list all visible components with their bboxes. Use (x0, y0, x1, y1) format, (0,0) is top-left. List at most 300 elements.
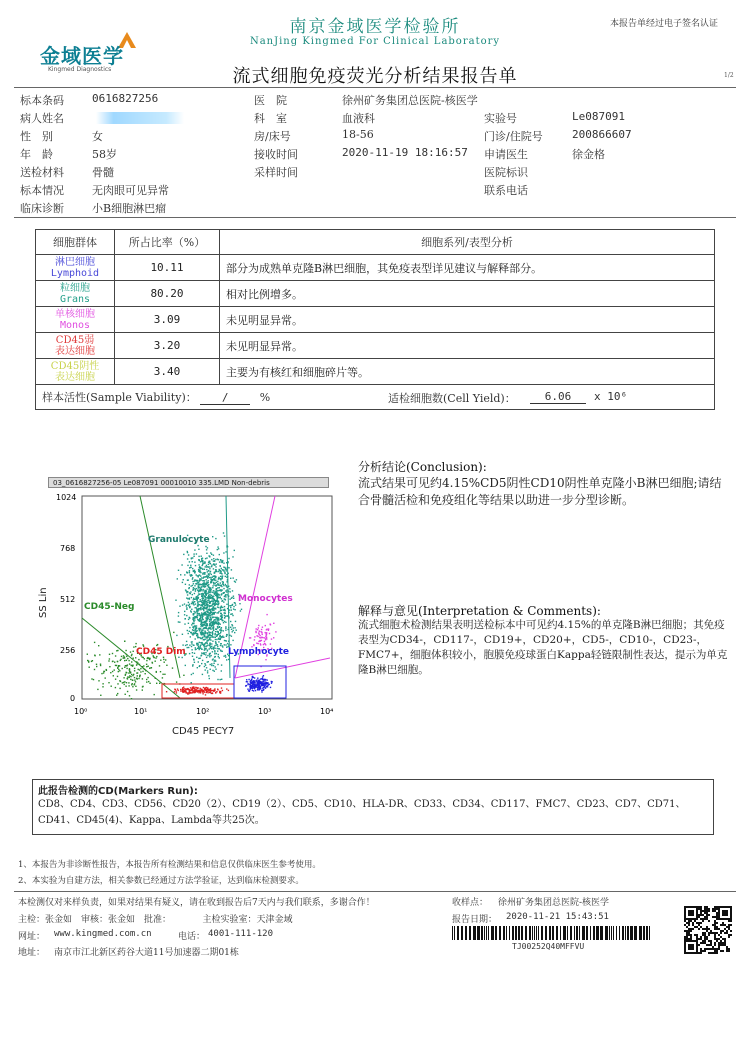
event-dot (186, 604, 187, 605)
event-dot (195, 692, 196, 693)
event-dot (191, 643, 192, 644)
event-dot (129, 675, 130, 676)
event-dot (111, 686, 112, 687)
qr-module (720, 924, 722, 926)
qr-module (716, 950, 718, 952)
event-dot (117, 683, 118, 684)
event-dot (207, 688, 208, 689)
event-dot (189, 653, 190, 654)
event-dot (192, 585, 193, 586)
qr-module (700, 910, 702, 912)
event-dot (189, 689, 190, 690)
event-dot (199, 578, 200, 579)
event-dot (208, 570, 209, 571)
event-dot (155, 657, 156, 658)
event-dot (118, 671, 119, 672)
event-dot (210, 619, 211, 620)
event-dot (199, 584, 200, 585)
event-dot (258, 627, 259, 628)
event-dot (186, 597, 187, 598)
event-dot (176, 692, 177, 693)
event-dot (97, 689, 98, 690)
qr-module (708, 908, 710, 910)
x-tick: 10⁰ (74, 707, 88, 716)
event-dot (208, 661, 209, 662)
conclusion-title: 分析结论(Conclusion): (358, 460, 487, 474)
event-dot (194, 593, 195, 594)
event-dot (183, 579, 184, 580)
qr-module (706, 926, 708, 928)
event-dot (224, 599, 225, 600)
event-dot (200, 608, 201, 609)
event-dot (213, 636, 214, 637)
event-dot (127, 658, 128, 659)
barcode-bar (574, 926, 575, 940)
event-dot (193, 659, 194, 660)
event-dot (226, 634, 227, 635)
event-dot (195, 597, 196, 598)
event-dot (225, 628, 226, 629)
event-dot (179, 606, 180, 607)
event-dot (120, 660, 121, 661)
event-dot (189, 570, 190, 571)
qr-module (720, 942, 722, 944)
phone-footer-value: 4001-111-120 (208, 929, 274, 939)
note-line: 2、本实验为自建方法，相关参数已经通过方法学验证，达到临床检测要求。 (18, 876, 304, 886)
qr-module (704, 906, 706, 908)
event-dot (226, 640, 227, 641)
event-dot (207, 614, 208, 615)
qr-module (718, 938, 720, 940)
qr-module (722, 950, 724, 952)
event-dot (209, 645, 210, 646)
event-dot (189, 598, 190, 599)
event-dot (205, 546, 206, 547)
qr-module (716, 906, 718, 908)
event-dot (266, 629, 267, 630)
event-dot (91, 678, 92, 679)
qr-module (724, 924, 726, 926)
event-dot (191, 624, 192, 625)
qr-module (728, 934, 730, 936)
event-dot (100, 695, 101, 696)
event-dot (220, 585, 221, 586)
event-dot (123, 677, 124, 678)
qr-module (714, 938, 716, 940)
event-dot (189, 606, 190, 607)
event-dot (254, 686, 255, 687)
pct-cell: 3.09 (115, 307, 220, 333)
event-dot (197, 582, 198, 583)
event-dot (160, 671, 161, 672)
event-dot (230, 627, 231, 628)
event-dot (256, 643, 257, 644)
header-cell-desc: 细胞系列/表型分析 (220, 230, 715, 255)
viability-row (36, 385, 715, 410)
group-cell (36, 359, 115, 385)
event-dot (187, 552, 188, 553)
event-dot (219, 587, 220, 588)
event-dot (197, 667, 198, 668)
event-dot (128, 685, 129, 686)
event-dot (198, 692, 199, 693)
event-dot (225, 584, 226, 585)
event-dot (265, 684, 266, 685)
event-dot (190, 632, 191, 633)
event-dot (267, 679, 268, 680)
event-dot (198, 620, 199, 621)
qr-module (706, 918, 708, 920)
event-dot (204, 586, 205, 587)
pct-cell: 3.20 (115, 333, 220, 359)
event-dot (189, 604, 190, 605)
qr-module (726, 930, 728, 932)
event-dot (202, 595, 203, 596)
event-dot (219, 565, 220, 566)
event-dot (199, 649, 200, 650)
event-dot (267, 683, 268, 684)
event-dot (193, 630, 194, 631)
qr-module (706, 910, 708, 912)
event-dot (207, 597, 208, 598)
event-dot (208, 589, 209, 590)
event-dot (204, 663, 205, 664)
event-dot (184, 690, 185, 691)
event-dot (140, 671, 141, 672)
event-dot (206, 597, 207, 598)
event-dot (205, 592, 206, 593)
qr-module (718, 928, 720, 930)
event-dot (219, 648, 220, 649)
event-dot (196, 607, 197, 608)
qr-module (696, 936, 698, 938)
event-dot (211, 554, 212, 555)
event-dot (217, 581, 218, 582)
event-dot (207, 571, 208, 572)
barcode-bar (461, 926, 463, 940)
event-dot (262, 634, 263, 635)
event-dot (182, 687, 183, 688)
group-name-en: 表达细胞 (55, 345, 95, 357)
event-dot (210, 655, 211, 656)
event-dot (197, 615, 198, 616)
event-dot (211, 578, 212, 579)
event-dot (200, 628, 201, 629)
barcode-value: 0616827256 (92, 92, 159, 105)
event-dot (202, 614, 203, 615)
event-dot (174, 691, 175, 692)
receive-time-label: 接收时间 (254, 148, 298, 161)
barcode-bar (616, 926, 617, 940)
qr-module (716, 908, 718, 910)
qr-module (720, 932, 722, 934)
qr-module (688, 928, 690, 930)
event-dot (263, 689, 264, 690)
event-dot (185, 584, 186, 585)
event-dot (210, 615, 211, 616)
qr-module (700, 906, 702, 908)
event-dot (216, 596, 217, 597)
barcode-bar (619, 926, 620, 940)
event-dot (265, 633, 266, 634)
event-dot (217, 549, 218, 550)
event-dot (254, 684, 255, 685)
event-dot (225, 595, 226, 596)
event-dot (193, 644, 194, 645)
event-dot (202, 593, 203, 594)
event-dot (190, 565, 191, 566)
qr-module (718, 934, 720, 936)
event-dot (207, 655, 208, 656)
qr-module (694, 934, 696, 936)
event-dot (136, 689, 137, 690)
qr-module (706, 938, 708, 940)
event-dot (176, 681, 177, 682)
event-dot (215, 569, 216, 570)
event-dot (251, 679, 252, 680)
event-dot (221, 573, 222, 574)
event-dot (208, 580, 209, 581)
qr-module (720, 940, 722, 942)
event-dot (271, 683, 272, 684)
event-dot (218, 632, 219, 633)
report-title: 流式细胞免疫荧光分析结果报告单 (232, 66, 518, 87)
qr-module (728, 948, 730, 950)
event-dot (209, 606, 210, 607)
event-dot (263, 680, 264, 681)
event-dot (192, 623, 193, 624)
disclaimer: 本检测仅对来样负责，如果对结果有疑义，请在收到报告后7天内与我们联系，多谢合作！ (18, 898, 375, 908)
cell-yield-value: 6.06 (530, 390, 586, 404)
event-dot (140, 668, 141, 669)
event-dot (206, 637, 207, 638)
event-dot (119, 688, 120, 689)
event-dot (123, 655, 124, 656)
event-dot (194, 611, 195, 612)
event-dot (204, 621, 205, 622)
qr-module (712, 916, 714, 918)
qr-module (712, 932, 714, 934)
event-dot (229, 599, 230, 600)
event-dot (212, 609, 213, 610)
event-dot (201, 630, 202, 631)
event-dot (122, 682, 123, 683)
event-dot (193, 599, 194, 600)
event-dot (230, 591, 231, 592)
qr-module (716, 938, 718, 940)
event-dot (139, 669, 140, 670)
event-dot (269, 633, 270, 634)
event-dot (201, 558, 202, 559)
event-dot (220, 613, 221, 614)
event-dot (212, 641, 213, 642)
collect-time-label: 采样时间 (254, 166, 298, 179)
event-dot (218, 607, 219, 608)
event-dot (201, 612, 202, 613)
event-dot (211, 648, 212, 649)
website-label: 网址： (18, 932, 46, 942)
material-label: 送检材料 (20, 166, 64, 179)
pct-cell: 80.20 (115, 281, 220, 307)
event-dot (247, 683, 248, 684)
event-dot (217, 595, 218, 596)
qr-module (692, 924, 694, 926)
event-dot (268, 628, 269, 629)
event-dot (221, 617, 222, 618)
event-dot (215, 538, 216, 539)
event-dot (198, 690, 199, 691)
qr-module (730, 924, 732, 926)
event-dot (213, 607, 214, 608)
event-dot (204, 580, 205, 581)
event-dot (196, 643, 197, 644)
event-dot (257, 687, 258, 688)
qr-module (704, 938, 706, 940)
event-dot (130, 672, 131, 673)
event-dot (203, 622, 204, 623)
event-dot (211, 693, 212, 694)
event-dot (195, 649, 196, 650)
event-dot (199, 642, 200, 643)
event-dot (201, 619, 202, 620)
event-dot (214, 583, 215, 584)
event-dot (219, 578, 220, 579)
event-dot (217, 606, 218, 607)
signature-note: 本报告单经过电子签名认证 (610, 19, 719, 29)
event-dot (126, 656, 127, 657)
event-dot (208, 675, 209, 676)
gate-label-cd45neg: CD45-Neg (84, 602, 135, 612)
barcode-icon (452, 926, 652, 940)
qr-module (698, 952, 700, 954)
event-dot (196, 630, 197, 631)
event-dot (231, 598, 232, 599)
event-dot (232, 640, 233, 641)
event-dot (232, 615, 233, 616)
qr-module (716, 932, 718, 934)
event-dot (114, 662, 115, 663)
event-dot (198, 637, 199, 638)
event-dot (204, 599, 205, 600)
event-dot (265, 632, 266, 633)
event-dot (105, 677, 106, 678)
event-dot (206, 692, 207, 693)
event-dot (228, 690, 229, 691)
event-dot (223, 552, 224, 553)
event-dot (207, 593, 208, 594)
qr-module (686, 926, 688, 928)
qr-module (704, 940, 706, 942)
event-dot (193, 570, 194, 571)
event-dot (131, 661, 132, 662)
event-dot (193, 623, 194, 624)
event-dot (197, 648, 198, 649)
event-dot (265, 687, 266, 688)
event-dot (189, 645, 190, 646)
event-dot (192, 619, 193, 620)
event-dot (211, 637, 212, 638)
qr-module (716, 922, 718, 924)
event-dot (219, 569, 220, 570)
event-dot (100, 665, 101, 666)
qr-module (684, 930, 686, 932)
event-dot (205, 576, 206, 577)
qr-module (722, 930, 724, 932)
event-dot (192, 594, 193, 595)
event-dot (218, 622, 219, 623)
event-dot (231, 609, 232, 610)
event-dot (215, 669, 216, 670)
event-dot (217, 689, 218, 690)
qr-module (712, 908, 714, 910)
event-dot (223, 609, 224, 610)
event-dot (218, 559, 219, 560)
event-dot (222, 620, 223, 621)
event-dot (195, 616, 196, 617)
event-dot (218, 601, 219, 602)
qr-module (688, 944, 694, 950)
event-dot (222, 600, 223, 601)
qr-module (722, 910, 728, 916)
event-dot (189, 561, 190, 562)
event-dot (176, 635, 177, 636)
event-dot (109, 666, 110, 667)
event-dot (213, 600, 214, 601)
qr-module (698, 928, 700, 930)
event-dot (180, 574, 181, 575)
event-dot (207, 585, 208, 586)
event-dot (214, 599, 215, 600)
event-dot (257, 629, 258, 630)
event-dot (164, 674, 165, 675)
event-dot (258, 625, 259, 626)
event-dot (207, 672, 208, 673)
event-dot (270, 643, 271, 644)
event-dot (189, 584, 190, 585)
qr-module (684, 920, 686, 922)
event-dot (222, 589, 223, 590)
qr-module (724, 928, 726, 930)
event-dot (204, 639, 205, 640)
event-dot (214, 613, 215, 614)
event-dot (198, 601, 199, 602)
sex-value: 女 (92, 130, 103, 143)
qr-module (712, 952, 714, 954)
barcode-bar (611, 926, 612, 940)
event-dot (117, 661, 118, 662)
event-dot (225, 551, 226, 552)
event-dot (216, 634, 217, 635)
event-dot (186, 689, 187, 690)
event-dot (108, 682, 109, 683)
event-dot (155, 661, 156, 662)
event-dot (220, 650, 221, 651)
event-dot (259, 637, 260, 638)
event-dot (117, 650, 118, 651)
event-dot (159, 683, 160, 684)
event-dot (233, 606, 234, 607)
barcode-bar (512, 926, 514, 940)
qr-module (688, 922, 690, 924)
event-dot (200, 561, 201, 562)
event-dot (186, 644, 187, 645)
event-dot (203, 586, 204, 587)
event-dot (213, 648, 214, 649)
event-dot (202, 624, 203, 625)
event-dot (222, 576, 223, 577)
y-tick: 256 (60, 646, 76, 655)
event-dot (259, 679, 260, 680)
